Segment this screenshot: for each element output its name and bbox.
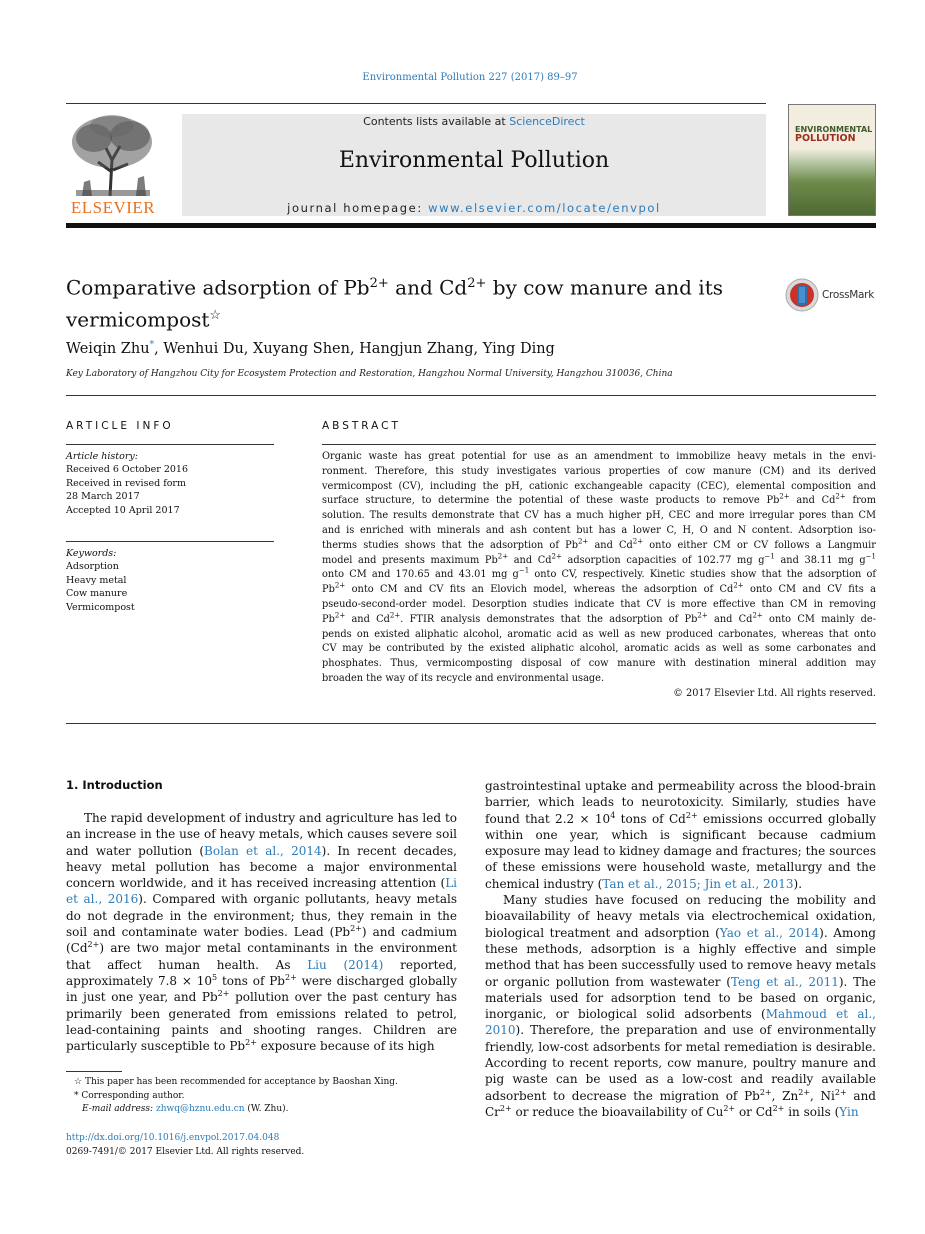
- cover-title: [795, 125, 873, 144]
- title-part: Comparative adsorption of Pb: [66, 275, 370, 300]
- superscript: 2+: [723, 1103, 736, 1113]
- history-item: 28 March 2017: [66, 491, 140, 503]
- superscript: 2+: [87, 940, 100, 950]
- text-run: ).: [793, 876, 803, 891]
- abstract-line: and is enriched with minerals and ash content but has a lower C, H, O and N content. Adsorption iso-: [322, 524, 876, 536]
- footnotes: [66, 1076, 457, 1117]
- abstract-line: vermicompost (CV), including the pH, cationic exchangeable capacity (CEC), elemental composition and: [322, 480, 876, 492]
- superscript: 2+: [798, 1087, 811, 1097]
- text-run: Pb: [322, 584, 335, 596]
- other-authors: , Wenhui Du, Xuyang Shen, Hangjun Zhang, Ying Ding: [154, 340, 555, 357]
- text-run: adsorption capacities of 102.77 mg g: [561, 554, 765, 566]
- footnote-email: [66, 1103, 457, 1117]
- article-title: [66, 270, 766, 333]
- keywords-label: Keywords:: [66, 548, 117, 559]
- citation-link[interactable]: Liu (2014): [307, 957, 384, 972]
- keyword: Cow manure: [66, 588, 128, 600]
- citation-link[interactable]: Bolan et al., 2014: [204, 843, 322, 858]
- footnote-text: This paper has been recommended for acceptance by Baoshan Xing.: [84, 1077, 398, 1087]
- abstract-line: pends on existed aliphatic alcohol, aromatic acid as well as new produced carbonates, whereas that onto: [322, 628, 876, 640]
- email-suffix: (W. Zhu).: [244, 1104, 289, 1114]
- citation-link[interactable]: Mahmoud et al., 2010: [485, 1007, 877, 1038]
- author-list: [66, 340, 555, 357]
- homepage-prefix: journal homepage:: [287, 201, 429, 215]
- superscript: −1: [865, 552, 876, 561]
- superscript: 2+: [334, 581, 346, 590]
- superscript: 2+: [334, 611, 346, 620]
- text-run: and Cr: [485, 1088, 876, 1119]
- intro-left-column: [66, 810, 457, 1054]
- divider: [66, 444, 274, 445]
- text-run: and 38.11 mg g: [774, 554, 866, 566]
- journal-homepage: [182, 201, 766, 215]
- text-run: ) and cadmium (Cd: [66, 925, 457, 956]
- text-run: Pb: [322, 613, 335, 625]
- text-run: surface structure, to determine the potential of these waste products to remove Pb: [322, 495, 780, 507]
- footnote-text: Corresponding author.: [81, 1090, 185, 1101]
- text-run: and Cd: [508, 554, 552, 566]
- article-info-heading: ARTICLE INFO: [66, 420, 174, 432]
- superscript: 2+: [389, 611, 401, 620]
- text-run: ) are two major metal contaminants in the environment that affect human health. As: [66, 941, 457, 972]
- intro-paragraph: [485, 778, 876, 892]
- title-part: by cow manure and its: [486, 275, 724, 300]
- crossmark-badge[interactable]: [784, 278, 876, 312]
- contents-prefix: Contents lists available at: [363, 115, 510, 128]
- text-run: onto either CM or CV follows a Langmuir: [643, 539, 876, 551]
- abstract-copyright: © 2017 Elsevier Ltd. All rights reserved.: [673, 688, 876, 699]
- superscript: 5: [212, 972, 218, 982]
- superscript: 2+: [759, 1087, 772, 1097]
- superscript: 2+: [752, 611, 763, 620]
- abstract-line: [322, 613, 876, 628]
- keyword: Adsorption: [66, 561, 119, 573]
- footnote-rule: [66, 1071, 122, 1072]
- journal-name: Environmental Pollution: [338, 148, 610, 173]
- text-run: or Cd: [735, 1104, 773, 1119]
- abstract-heading: ABSTRACT: [322, 420, 401, 432]
- text-run: ). In recent decades, heavy metal pollution has become a major environmental concern worldwide, and it has received increasing attention (: [66, 843, 457, 891]
- text-run: model and presents maximum Pb: [322, 554, 498, 566]
- abstract-line: Organic waste has great potential for use as an amendment to immobilize heavy metals in the envi-: [322, 451, 876, 462]
- cover-title-line-1: ENVIRONMENTAL: [795, 125, 873, 134]
- abstract-line: ronment. Therefore, this study investigates various properties of cow manure (CM) and its derived: [322, 465, 876, 477]
- superscript: 2+: [497, 552, 509, 561]
- divider: [66, 395, 876, 396]
- abstract-line: CV may be contributed by the existed aliphatic alcohol, aromatic acids as well as some carbonates and: [322, 643, 876, 655]
- text-run: tons of Cd: [615, 811, 686, 826]
- keyword: Heavy metal: [66, 574, 127, 586]
- citation-link[interactable]: Yao et al., 2014: [719, 925, 820, 940]
- text-run: ). Compared with organic pollutants, heavy metals do not degrade in the environment; thus, they remain in the soil and contaminate water bodies. Lead (Pb: [66, 892, 457, 940]
- intro-paragraph: [485, 892, 876, 1120]
- text-run: onto CV, respectively. Kinetic studies show that the adsorption of: [529, 569, 877, 581]
- text-run: therms studies shows that the adsorption of Pb: [322, 539, 578, 551]
- email-label: E-mail address:: [82, 1104, 156, 1114]
- footnote: [66, 1076, 457, 1090]
- abstract-line: phosphates. Thus, vermicomposting disposal of cow manure with destination mineral addition may: [322, 658, 876, 670]
- text-run: and Cd: [588, 539, 633, 551]
- superscript: 2+: [779, 493, 790, 502]
- text-run: or reduce the bioavailability of Cu: [511, 1104, 724, 1119]
- corresponding-author-mark[interactable]: *: [149, 340, 155, 350]
- superscript: 2+: [217, 989, 230, 999]
- article-history: [66, 450, 274, 517]
- citation-link[interactable]: Teng et al., 2011: [730, 974, 839, 989]
- journal-cover-thumbnail[interactable]: [788, 104, 876, 216]
- text-run: ). Therefore, the preparation and use of environmentally friendly, low-cost adsorbents for metal remediation is desirable. According to recent reports, cow manure, poultry manure and pig waste can be used as a low-cost and readily available adsorbent to decrease the migration of Pb: [485, 1023, 876, 1103]
- sciencedirect-link[interactable]: ScienceDirect: [509, 115, 585, 128]
- homepage-link[interactable]: www.elsevier.com/locate/envpol: [428, 201, 661, 215]
- header-top-rule: [66, 103, 766, 104]
- abstract-line: [322, 554, 876, 569]
- text-run: , Ni: [810, 1088, 835, 1103]
- citation-link[interactable]: Yin: [839, 1104, 859, 1119]
- crossmark-icon: [784, 278, 820, 312]
- abstract-line: [322, 583, 876, 598]
- text-run: onto CM and CV fits a: [743, 584, 876, 596]
- abstract-line: broaden the way of its recycle and environmental usage.: [322, 672, 605, 684]
- superscript: 4: [610, 810, 616, 820]
- text-run: reported, approximately 7.8 × 10: [66, 957, 457, 988]
- superscript: 2+: [499, 1103, 512, 1113]
- text-run: and Cd: [707, 613, 753, 625]
- superscript: 2+: [245, 1038, 257, 1048]
- abstract-body: [322, 450, 876, 687]
- superscript: −1: [764, 552, 775, 561]
- email-link[interactable]: zhwq@hznu.edu.cn: [155, 1104, 245, 1114]
- superscript: 2+: [632, 537, 644, 546]
- divider: [66, 723, 876, 724]
- text-run: The rapid development of industry and agriculture has led to an increase in the use of heavy metals, which causes severe soil and water pollution (: [66, 811, 457, 858]
- citation-link[interactable]: Li et al., 2016: [66, 876, 457, 907]
- doi-link[interactable]: http://dx.doi.org/10.1016/j.envpol.2017.04.048: [66, 1133, 280, 1143]
- text-run: onto CM and CV fits an Elovich model, whereas the adsorption of Cd: [345, 584, 734, 596]
- text-run: pollution over the past century has primarily been generated from emissions related to petrol, lead-containing paints and shooting ranges. Children are particularly susceptible to Pb: [66, 990, 457, 1054]
- superscript: −1: [518, 567, 530, 576]
- cover-title-line-2: POLLUTION: [795, 133, 856, 144]
- divider: [322, 444, 876, 445]
- superscript: 2+: [697, 611, 708, 620]
- text-run: emissions occurred globally within one year, which is significant because cadmium exposure may lead to kidney damage and fractures; the sources of these emissions were household waste, metallurgy and the chemical industry (: [485, 811, 877, 891]
- superscript: 2+: [685, 810, 698, 820]
- text-run: ). Among these methods, adsorption is a highly effective and simple method that has been successfully used to remove heavy metals or organic pollution from wastewater (: [485, 925, 876, 989]
- superscript: 2+: [350, 924, 362, 934]
- elsevier-wordmark[interactable]: ELSEVIER: [70, 198, 156, 217]
- text-run: and Cd: [345, 613, 390, 625]
- abstract-line: [322, 494, 876, 509]
- text-run: ). The materials used for adsorption tend to be based on organic, inorganic, or biological solid adsorbents (: [485, 974, 876, 1022]
- title-superscript: 2+: [369, 276, 389, 291]
- footnote-asterisk: *: [74, 1090, 79, 1101]
- history-item: Accepted 10 April 2017: [66, 504, 180, 516]
- footnote: [66, 1090, 457, 1104]
- text-run: were discharged globally in just one year, and Pb: [66, 973, 457, 1005]
- keyword: Vermicompost: [66, 601, 135, 613]
- title-superscript: 2+: [467, 276, 487, 291]
- superscript: 2+: [835, 493, 846, 502]
- title-footnote-star[interactable]: ☆: [209, 307, 222, 323]
- title-part: and Cd: [388, 275, 468, 300]
- superscript: 2+: [733, 581, 744, 590]
- superscript: 2+: [834, 1087, 847, 1097]
- citation-link[interactable]: Tan et al., 2015; Jin et al., 2013: [602, 876, 794, 891]
- abstract-line: [322, 539, 876, 554]
- crossmark-label: CrossMark: [822, 289, 874, 301]
- text-run: . FTIR analysis demonstrates that the adsorption of Pb: [400, 613, 698, 625]
- author-name: Weiqin Zhu: [66, 340, 150, 357]
- text-run: gastrointestinal uptake and permeability across the blood-brain barrier, which leads to neurotoxicity. Similarly, studies have found that 2.2 × 10: [485, 779, 876, 826]
- issn-copyright: 0269-7491/© 2017 Elsevier Ltd. All rights reserved.: [66, 1146, 305, 1157]
- text-run: from: [845, 495, 876, 507]
- history-item: Received in revised form: [66, 477, 186, 489]
- title-part: vermicompost: [66, 307, 210, 332]
- history-label: Article history:: [66, 451, 138, 462]
- section-heading: 1. Introduction: [66, 778, 163, 792]
- text-run: onto CM and 170.65 and 43.01 mg g: [322, 569, 519, 581]
- abstract-line: [322, 568, 876, 583]
- abstract-line: solution. The results demonstrate that CV has a much higher pH, CEC and more irregular pores than CM: [322, 510, 876, 522]
- text-run: in soils (: [784, 1104, 840, 1119]
- divider: [66, 541, 274, 542]
- contents-availability: [182, 115, 766, 128]
- intro-right-column: [485, 778, 876, 1120]
- affiliation: Key Laboratory of Hangzhou City for Ecosystem Protection and Restoration, Hangzhou Normal University, Hangzhou 310036, China: [66, 369, 673, 379]
- text-run: , Zn: [771, 1088, 799, 1103]
- text-run: Many studies have focused on reducing the mobility and bioavailability of heavy metals via electrochemical oxidation, biological treatment and adsorption (: [485, 893, 876, 940]
- abstract-line: pseudo-second-order model. Desorption studies indicate that CV is more effective than CM in removing: [322, 598, 876, 610]
- intro-paragraph: [66, 810, 457, 1054]
- text-run: exposure because of its high: [256, 1039, 435, 1054]
- superscript: 2+: [772, 1103, 785, 1113]
- text-run: tons of Pb: [217, 973, 285, 988]
- superscript: 2+: [577, 537, 589, 546]
- text-run: onto CM mainly de-: [762, 613, 877, 625]
- text-run: and Cd: [789, 495, 836, 507]
- superscript: 2+: [551, 552, 562, 561]
- history-item: Received 6 October 2016: [66, 464, 188, 476]
- journal-reference[interactable]: Environmental Pollution 227 (2017) 89–97: [362, 72, 578, 83]
- doi-block: [66, 1132, 304, 1159]
- superscript: 2+: [284, 972, 297, 982]
- footnote-star: ☆: [74, 1077, 83, 1087]
- header-thick-rule: [66, 223, 876, 228]
- keywords: [66, 547, 274, 614]
